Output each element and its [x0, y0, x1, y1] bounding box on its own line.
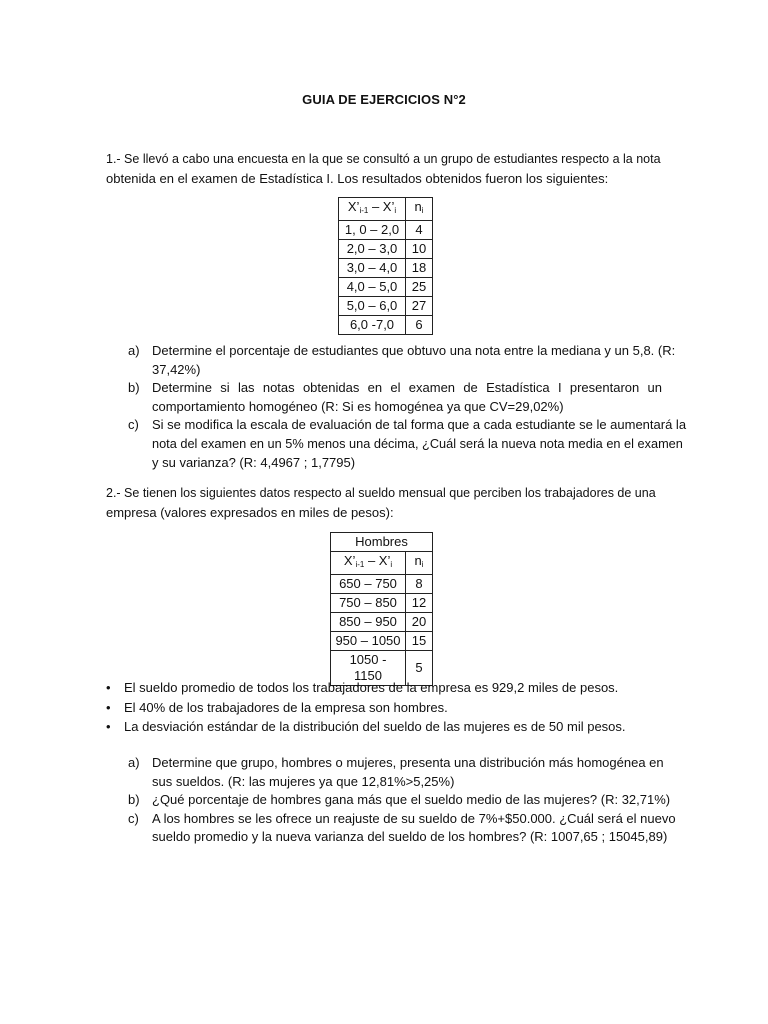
bullet-text: El sueldo promedio de todos los trabajadores de la empresa es 929,2 miles de pesos. [124, 680, 619, 695]
table-row [339, 297, 433, 316]
question-text-line: Si se modifica la escala de evaluación de tal forma que a cada estudiante se le aumentará la [152, 417, 687, 433]
table-caption-row [331, 533, 433, 552]
question-text-line: sus sueldos. (R: las mujeres ya que 12,81%>5,25%) [152, 773, 455, 789]
frequency-cell: 5 [406, 651, 433, 686]
frequency-cell: 10 [406, 240, 433, 259]
interval-cell: 1, 0 – 2,0 [339, 221, 406, 240]
frequency-cell: 12 [406, 594, 433, 613]
interval-cell: 3,0 – 4,0 [339, 259, 406, 278]
salary-frequency-table [330, 532, 433, 686]
table-row [331, 575, 433, 594]
list-item [106, 698, 666, 718]
interval-cell: 6,0 -7,0 [339, 316, 406, 335]
table-header-row [331, 552, 433, 575]
frequency-cell: 20 [406, 613, 433, 632]
bullet-icon: • [106, 699, 111, 715]
question-label: c) [128, 417, 139, 433]
question-text-line: comportamiento homogéneo (R: Si es homogénea ya que CV=29,02%) [152, 398, 564, 414]
exercise1-intro-line: obtenida en el examen de Estadística I. Los resultados obtenidos fueron los siguientes: [106, 171, 609, 186]
frequency-cell: 8 [406, 575, 433, 594]
exercise2-facts [106, 678, 666, 737]
interval-cell: 5,0 – 6,0 [339, 297, 406, 316]
question-text-line: 37,42%) [152, 361, 201, 377]
bullet-icon: • [106, 680, 111, 695]
frequency-cell: 6 [406, 316, 433, 335]
question-label: b) [128, 792, 140, 808]
question-text-line: Determine si las notas obtenidas en el examen de Estadística I presentaron un [152, 380, 662, 396]
exercise2-questions [128, 754, 676, 847]
interval-cell: 750 – 850 [331, 594, 406, 613]
table-row [339, 221, 433, 240]
question-item [128, 810, 676, 847]
interval-cell: 650 – 750 [331, 575, 406, 594]
exercise2-intro [106, 484, 662, 522]
frequency-header: $n_i$ [406, 552, 433, 575]
table-header-row [339, 198, 433, 221]
question-text-line: A los hombres se les ofrece un reajuste de su sueldo de 7%+$50.000. ¿Cuál será el nuevo [152, 810, 676, 826]
interval-cell: 4,0 – 5,0 [339, 278, 406, 297]
interval-cell: 1050 - 1150 [331, 651, 406, 686]
table-row [339, 240, 433, 259]
exercise2-intro-line: 2.- Se tienen los siguientes datos respecto al sueldo mensual que perciben los trabajadores de una [106, 486, 656, 500]
table-row [339, 316, 433, 335]
bullet-icon: • [106, 719, 111, 734]
question-text-line: Determine que grupo, hombres o mujeres, presenta una distribución más homogénea en [152, 755, 664, 770]
table-caption: Hombres [331, 533, 433, 552]
question-item [128, 416, 687, 472]
frequency-header: $n_i$ [406, 198, 433, 221]
question-text-line: sueldo promedio y la nueva varianza del sueldo de los hombres? (R: 1007,65 ; 15045,89) [152, 829, 668, 845]
interval-header: $X’_{i-1}$ – $X’_i$ [331, 552, 406, 575]
interval-cell: 850 – 950 [331, 613, 406, 632]
question-text-line: nota del examen en un 5% menos una décima, ¿Cuál será la nueva nota media en el examen [152, 435, 683, 451]
frequency-cell: 25 [406, 278, 433, 297]
frequency-cell: 27 [406, 297, 433, 316]
list-item [106, 717, 666, 737]
exercise1-questions [128, 342, 687, 472]
question-label: a) [128, 755, 140, 770]
page-title: GUIA DE EJERCICIOS N°2 [302, 92, 466, 107]
question-item [128, 379, 662, 416]
question-item [128, 754, 662, 791]
interval-cell: 950 – 1050 [331, 632, 406, 651]
table-row [339, 259, 433, 278]
exercise2-intro-line: empresa (valores expresados en miles de pesos): [106, 505, 394, 520]
question-item [128, 342, 676, 379]
exercise1-intro-line: 1.- Se llevó a cabo una encuesta en la que se consultó a un grupo de estudiantes respecto a la nota [106, 152, 661, 166]
exercise1-intro [106, 150, 662, 188]
question-text-line: y su varianza? (R: 4,4967 ; 1,7795) [152, 454, 356, 470]
interval-cell: 2,0 – 3,0 [339, 240, 406, 259]
table-row [339, 278, 433, 297]
question-label: c) [128, 810, 139, 826]
bullet-text: La desviación estándar de la distribución del sueldo de las mujeres es de 50 mil pesos. [124, 719, 626, 734]
question-text-line: Determine el porcentaje de estudiantes que obtuvo una nota entre la mediana y un 5,8. (R: [152, 343, 676, 358]
frequency-cell: 18 [406, 259, 433, 278]
frequency-cell: 15 [406, 632, 433, 651]
bullet-text: El 40% de los trabajadores de la empresa son hombres. [124, 699, 448, 715]
grades-frequency-table [338, 197, 433, 335]
question-item [128, 791, 671, 810]
table-row [331, 632, 433, 651]
table-row [331, 594, 433, 613]
list-item [106, 678, 666, 698]
interval-header: $X’_{i-1}$ – $X’_i$ [339, 198, 406, 221]
question-text-line: ¿Qué porcentaje de hombres gana más que el sueldo medio de las mujeres? (R: 32,71%) [152, 792, 671, 808]
table-row [331, 613, 433, 632]
question-label: b) [128, 380, 140, 396]
question-label: a) [128, 343, 140, 358]
frequency-cell: 4 [406, 221, 433, 240]
